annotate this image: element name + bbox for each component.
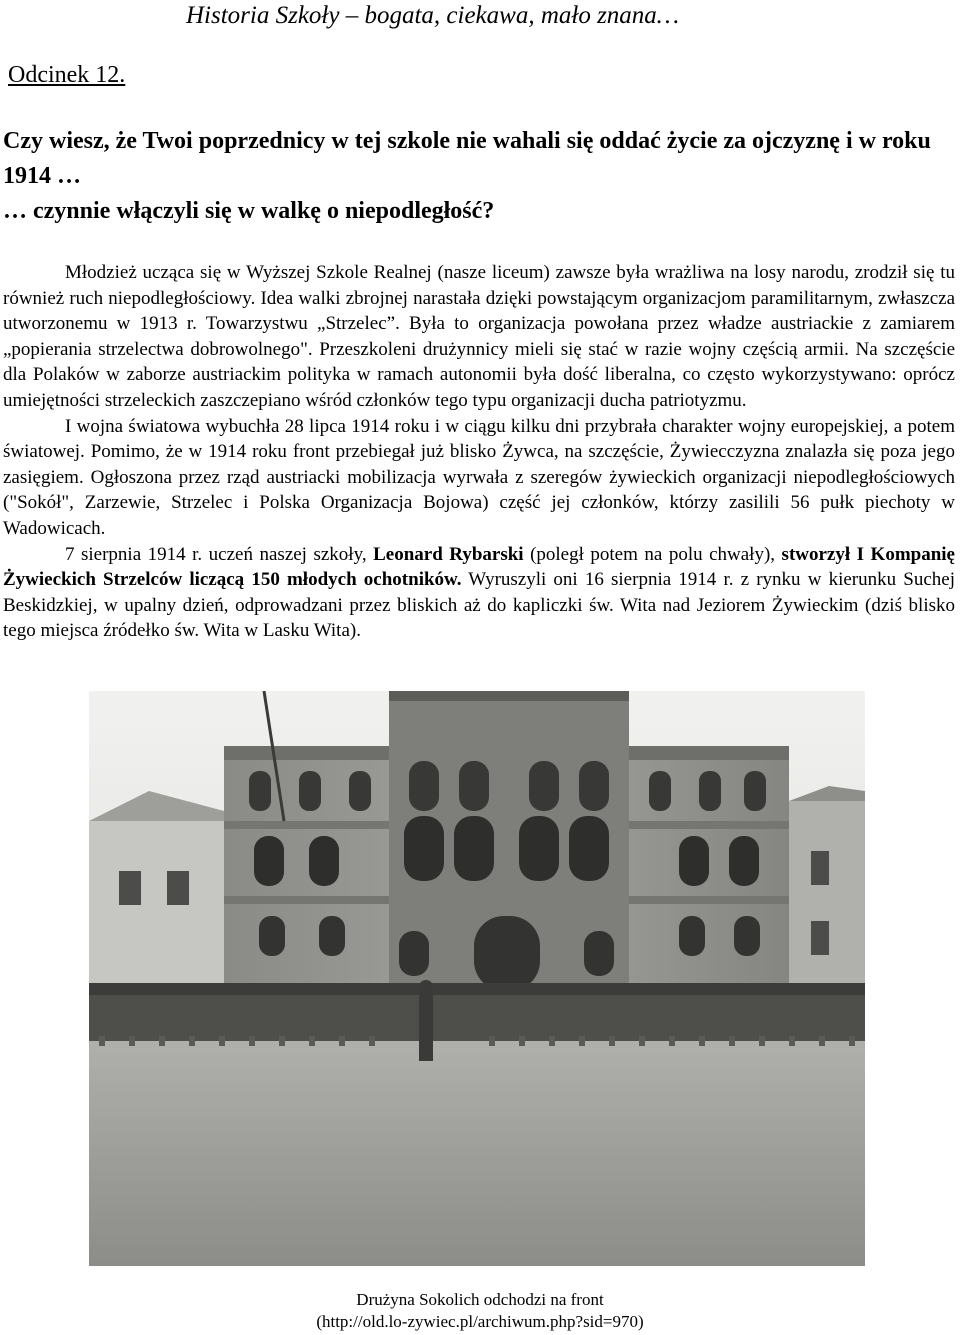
person-name: Leonard Rybarski bbox=[373, 543, 524, 565]
headline-line-1: Czy wiesz, że Twoi poprzednicy w tej szkole nie wahali się oddać życie za ojczyznę i w roku 1914 … bbox=[3, 128, 931, 189]
paragraph-3 bbox=[3, 542, 955, 644]
paragraph-3-highlight: stworzył I Kompanię Żywieckich Strzelców liczącą 150 młodych ochotników. bbox=[3, 543, 955, 591]
paragraph-3-end: Wyruszyli oni 16 sierpnia 1914 r. z rynku w kierunku Suchej Beskidzkiej, w upalny dzień, odprowadzani przez bliskich aż do kapliczki św. Wita nad Jeziorem Żywieckim (dziś blisko tego miejsca źródełko św. Wita w Lasku Wita). bbox=[3, 569, 955, 642]
series-title: Historia Szkoły – bogata, ciekawa, mało znana… bbox=[186, 2, 680, 29]
headline bbox=[3, 124, 955, 229]
photo-caption: Drużyna Sokolich odchodzi na front bbox=[356, 1290, 604, 1309]
paragraph-2: I wojna światowa wybuchła 28 lipca 1914 roku i w ciągu kilku dni przybrała charakter wojny europejskiej, a potem światowej. Pomimo, że w 1914 roku front przebiegał już blisko Żywca, na szczęście, Żywiecczyzna znalazła się poza jego zasięgiem. Ogłoszona przez rząd austriacki mobilizacja wyrwała z szeregów żywieckich organizacji niepodległościowych ("Sokół", Zarzewie, Strzelec i Polska Organizacja Bojowa) część jej członków, którzy zasilili 56 pułk piechoty w Wadowicach. bbox=[3, 415, 955, 539]
paragraph-3-middle: (poległ potem na polu chwały), bbox=[523, 543, 782, 565]
photo-source: (http://old.lo-zywiec.pl/archiwum.php?sid=970) bbox=[316, 1312, 644, 1331]
episode-label: Odcinek 12. bbox=[8, 62, 126, 88]
headline-line-2: … czynnie włączyli się w walkę o niepodległość? bbox=[3, 198, 495, 224]
article-body bbox=[3, 260, 955, 644]
paragraph-3-intro: 7 sierpnia 1914 r. uczeń naszej szkoły, bbox=[65, 543, 374, 565]
historical-photo bbox=[89, 691, 865, 1266]
paragraph-1: Młodzież ucząca się w Wyższej Szkole Realnej (nasze liceum) zawsze była wrażliwa na losy narodu, zrodził się tu również ruch niepodległościowy. Idea walki zbrojnej narastała dzięki powstającym organizacjom paramilitarnym, zwłaszcza utworzonemu w 1913 r. Towarzystwu „Strzelec”. Była to organizacja powołana przez władze austriackie z zamiarem „popierania strzelectwa dobrowolnego". Przeszkoleni drużynnicy mieli się stać w razie wojny częścią armii. Na szczęście dla Polaków w zaborze austriackim polityka w ramach autonomii była dość liberalna, co często wykorzystywano: oprócz umiejętności strzeleckich zaszczepiano wśród członków tego typu organizacji ducha patriotyzmu. bbox=[3, 262, 955, 411]
